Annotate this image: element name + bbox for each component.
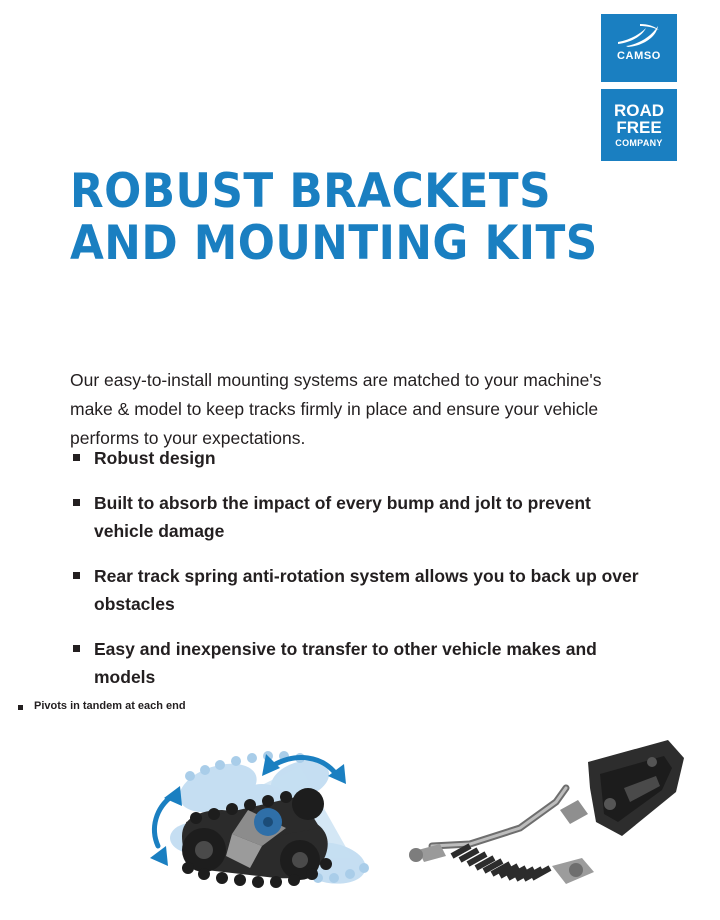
bullet-square-icon: [73, 572, 80, 579]
footnote-label: Pivots in tandem at each end: [34, 700, 186, 712]
roadfree-line-3: COMPANY: [615, 138, 663, 148]
list-item: [70, 489, 650, 545]
page-title-line-2: AND MOUNTING KITS: [70, 216, 598, 271]
spring-rod-part: [409, 788, 594, 884]
camso-wordmark: CAMSO: [617, 50, 661, 62]
black-bracket-part: [588, 740, 684, 836]
list-item-label: Easy and inexpensive to transfer to other vehicle makes and models: [94, 639, 597, 687]
list-item: [70, 635, 650, 691]
roadfree-line-1: ROAD: [613, 101, 665, 120]
bullet-square-icon: [18, 705, 23, 710]
page-title: [70, 166, 630, 270]
list-item-label: Built to absorb the impact of every bump and jolt to prevent vehicle damage: [94, 493, 591, 541]
page-title-line-1: ROBUST BRACKETS: [70, 164, 552, 219]
feature-bullet-list: [70, 444, 650, 708]
bullet-square-icon: [73, 645, 80, 652]
list-item-label: Robust design: [94, 448, 216, 468]
roadfree-line-2: FREE: [616, 118, 662, 137]
list-item: [70, 562, 650, 618]
road-free-company-badge: [601, 89, 677, 161]
illustration-area: [0, 718, 720, 908]
bullet-square-icon: [73, 454, 80, 461]
list-item: [70, 444, 650, 472]
bullet-square-icon: [73, 499, 80, 506]
intro-paragraph: Our easy-to-install mounting systems are matched to your machine's make & model to keep tracks firmly in place and ensure your vehicle performs to your expectations.: [70, 369, 602, 448]
track-pivot-diagram: [0, 718, 720, 908]
camso-logo: [601, 14, 677, 82]
footnote: [18, 700, 434, 712]
camso-swoosh-icon: [616, 22, 662, 48]
list-item-label: Rear track spring anti-rotation system allows you to back up over obstacles: [94, 566, 639, 614]
brand-logo-block: [601, 14, 677, 161]
